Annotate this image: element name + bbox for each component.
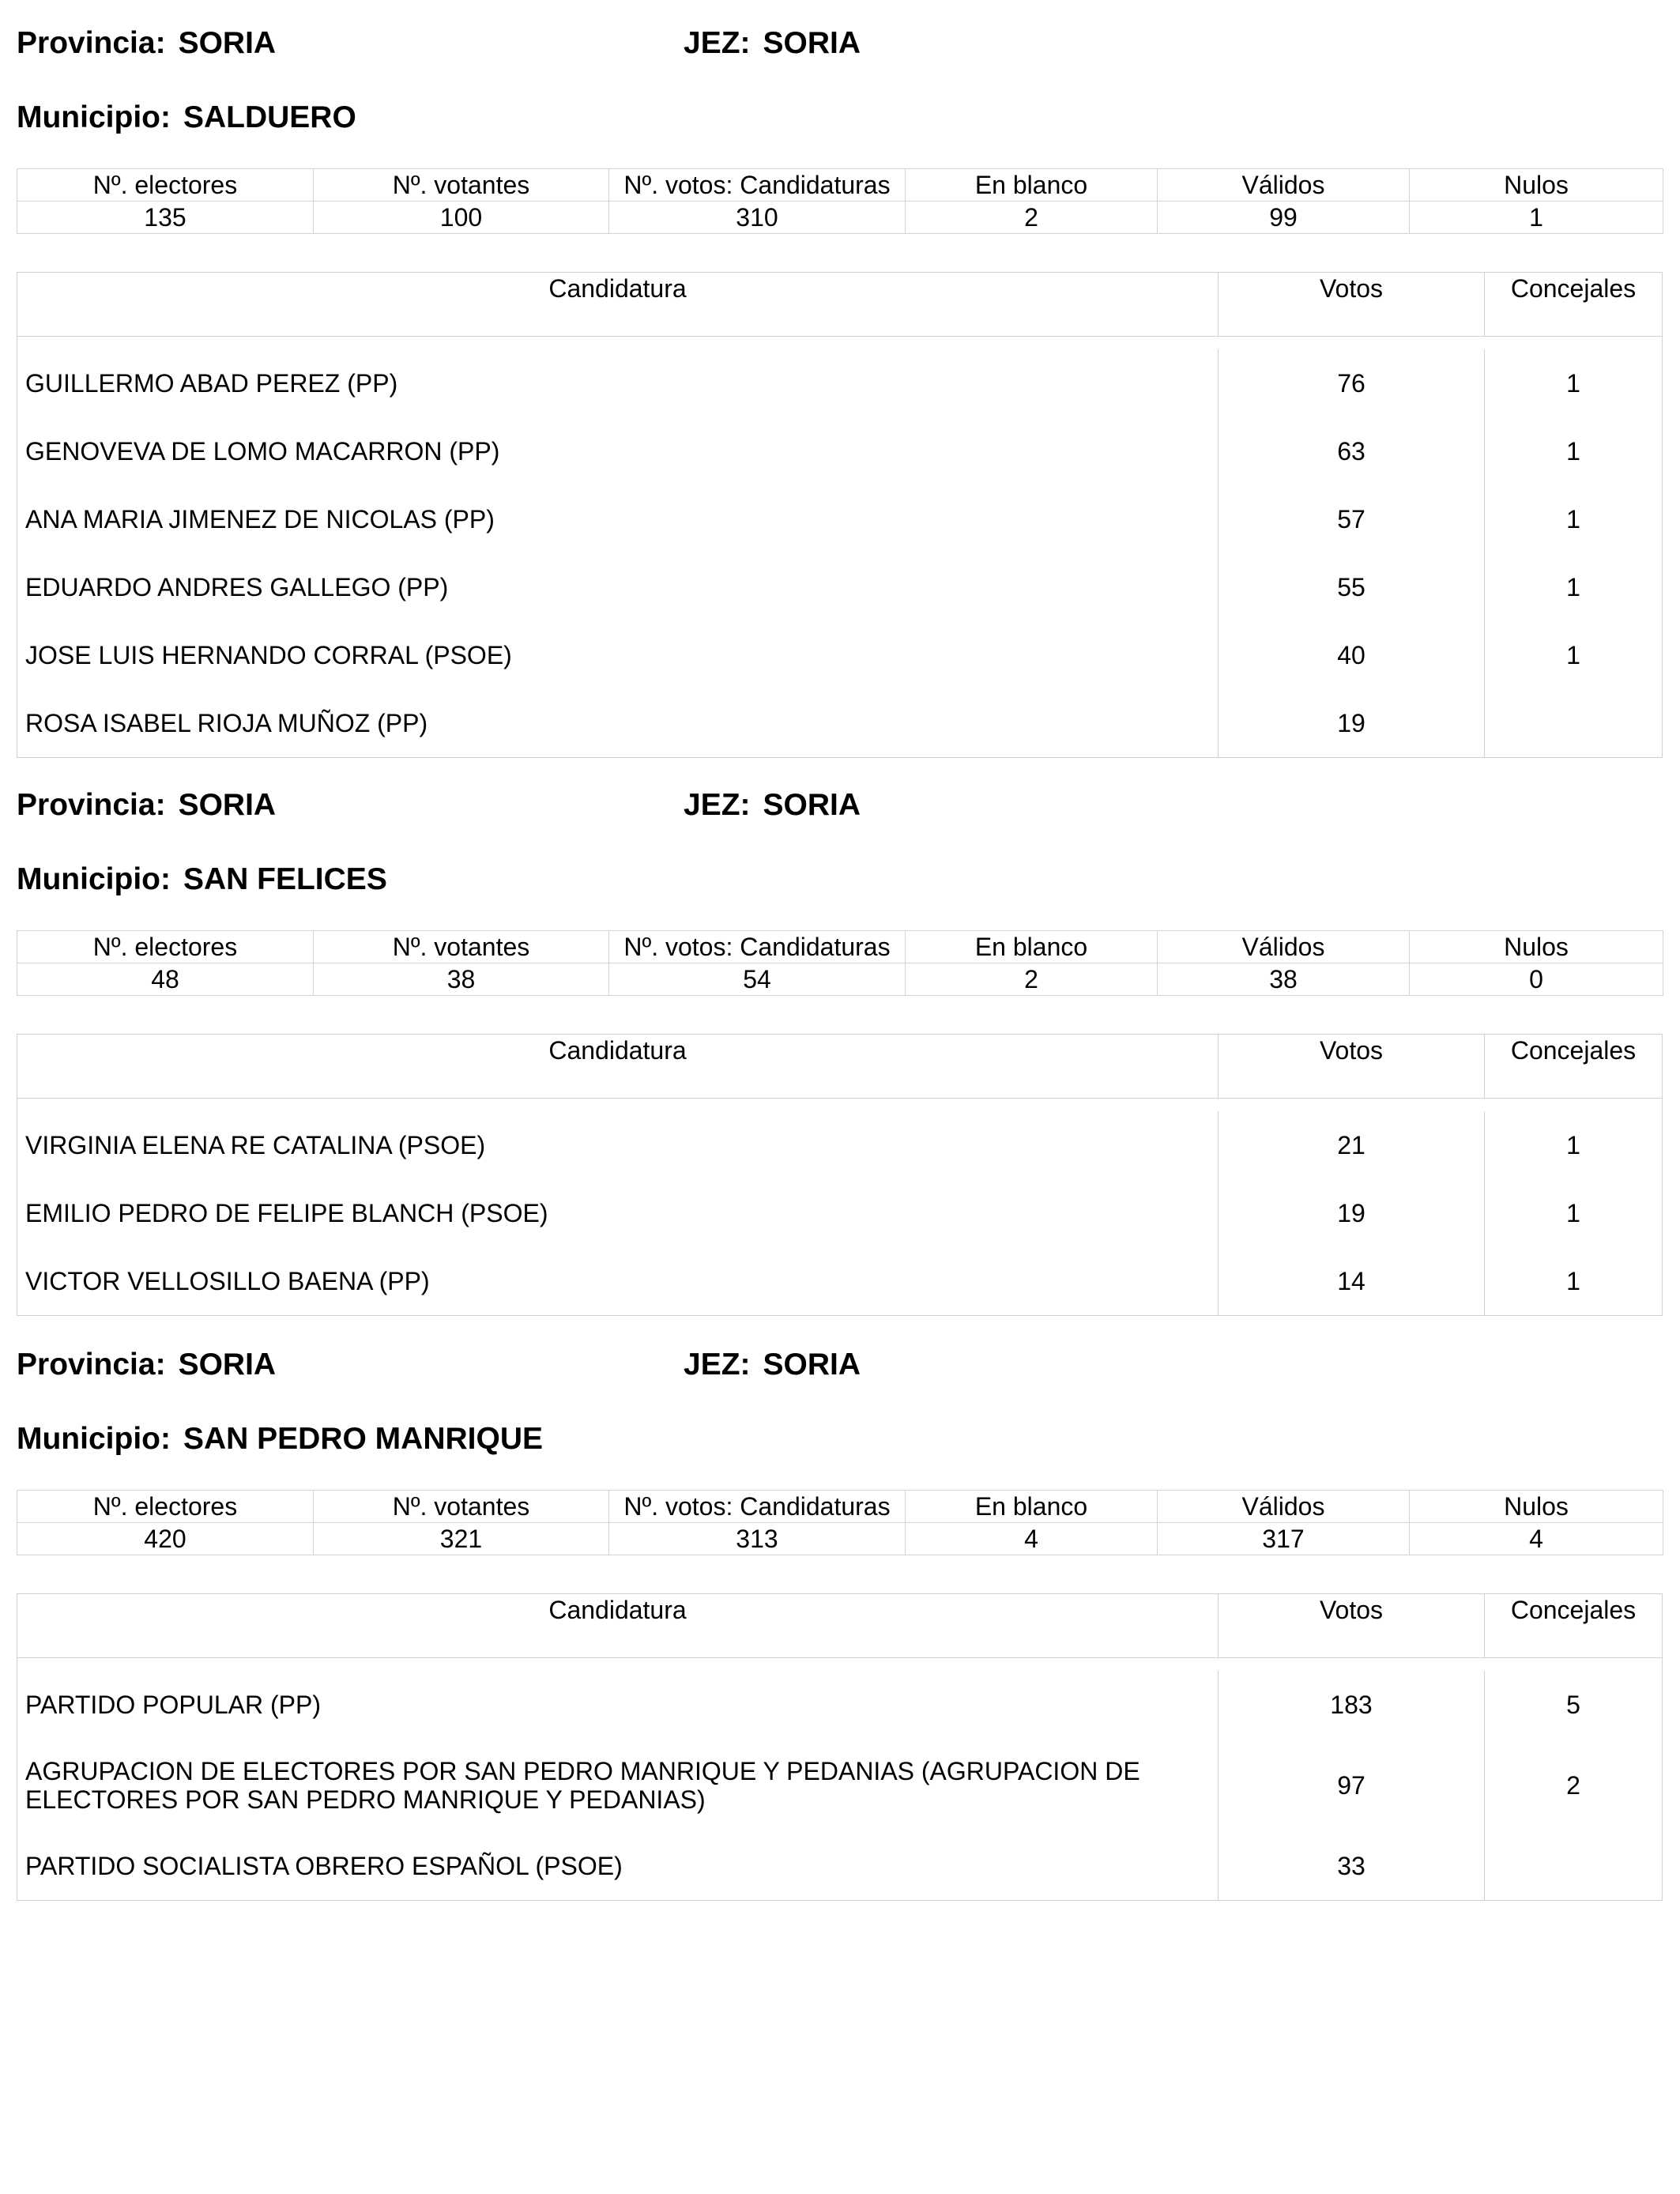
summary-header-en-blanco: En blanco — [906, 169, 1158, 202]
jez-value: SORIA — [763, 1348, 861, 1382]
candidate-row — [17, 1247, 1662, 1315]
summary-votos-candidaturas: 313 — [609, 1523, 906, 1555]
summary-electores: 135 — [17, 202, 314, 234]
provincia-heading: Provincia: SORIA — [17, 788, 277, 822]
candidate-name: VIRGINIA ELENA RE CATALINA (PSOE) — [17, 1111, 1219, 1179]
summary-value-row — [17, 202, 1663, 234]
summary-nulos: 4 — [1410, 1523, 1663, 1555]
candidates-table — [17, 1034, 1663, 1316]
candidate-votos: 57 — [1219, 485, 1485, 553]
candidate-votos: 97 — [1219, 1739, 1485, 1832]
candidate-row — [17, 349, 1662, 417]
candidate-concejales — [1485, 1832, 1662, 1900]
header-votos: Votos — [1219, 1035, 1485, 1098]
summary-electores: 48 — [17, 963, 314, 996]
jez-heading: JEZ: SORIA — [684, 26, 861, 60]
jez-value: SORIA — [763, 26, 861, 60]
summary-votos-candidaturas: 54 — [609, 963, 906, 996]
summary-nulos: 0 — [1410, 963, 1663, 996]
candidate-row — [17, 1111, 1662, 1179]
candidate-concejales: 2 — [1566, 1771, 1580, 1800]
candidate-votos: 55 — [1219, 553, 1485, 621]
candidate-name: AGRUPACION DE ELECTORES POR SAN PEDRO MANRIQUE Y PEDANIAS (AGRUPACION DE ELECTORES POR SAN PEDRO MANRIQUE Y PEDANIAS) — [17, 1739, 1219, 1832]
summary-header-votantes: Nº. votantes — [314, 931, 609, 963]
summary-electores: 420 — [17, 1523, 314, 1555]
candidate-votos: 40 — [1219, 621, 1485, 689]
candidate-votos: 33 — [1219, 1832, 1485, 1900]
summary-table — [17, 930, 1663, 996]
summary-header-nulos: Nulos — [1410, 1491, 1663, 1523]
summary-validos: 317 — [1158, 1523, 1410, 1555]
header-votos: Votos — [1219, 1594, 1485, 1657]
candidate-row — [17, 485, 1662, 553]
candidate-row — [17, 417, 1662, 485]
header-candidatura: Candidatura — [17, 1035, 1219, 1098]
summary-header-validos: Válidos — [1158, 1491, 1410, 1523]
summary-header-nulos: Nulos — [1410, 169, 1663, 202]
candidate-concejales: 1 — [1566, 369, 1580, 398]
candidate-name: ANA MARIA JIMENEZ DE NICOLAS (PP) — [17, 485, 1219, 553]
municipio-heading: Municipio: SAN PEDRO MANRIQUE — [17, 1422, 544, 1456]
jez-heading: JEZ: SORIA — [684, 788, 861, 822]
candidate-votos: 19 — [1219, 1179, 1485, 1247]
summary-value-row — [17, 963, 1663, 996]
candidate-name: GUILLERMO ABAD PEREZ (PP) — [17, 349, 1219, 417]
candidate-name: JOSE LUIS HERNANDO CORRAL (PSOE) — [17, 621, 1219, 689]
summary-header-en-blanco: En blanco — [906, 931, 1158, 963]
candidate-votos: 19 — [1219, 689, 1485, 757]
candidate-concejales: 1 — [1566, 573, 1580, 601]
candidate-concejales: 1 — [1566, 1267, 1580, 1295]
candidate-concejales: 1 — [1566, 1131, 1580, 1159]
summary-nulos: 1 — [1410, 202, 1663, 234]
candidate-concejales — [1485, 689, 1662, 757]
summary-header-votos-candidaturas: Nº. votos: Candidaturas — [609, 1491, 906, 1523]
candidate-row — [17, 1832, 1662, 1900]
candidates-header-row — [17, 1035, 1662, 1099]
candidate-name: EDUARDO ANDRES GALLEGO (PP) — [17, 553, 1219, 621]
municipio-heading: Municipio: SALDUERO — [17, 100, 356, 134]
candidate-concejales: 1 — [1566, 437, 1580, 466]
summary-header-votos-candidaturas: Nº. votos: Candidaturas — [609, 931, 906, 963]
summary-votantes: 38 — [314, 963, 609, 996]
candidate-name: GENOVEVA DE LOMO MACARRON (PP) — [17, 417, 1219, 485]
summary-header-row — [17, 931, 1663, 963]
candidate-row — [17, 1739, 1662, 1832]
municipio-heading: Municipio: SAN FELICES — [17, 862, 387, 896]
header-candidatura: Candidatura — [17, 1594, 1219, 1657]
summary-header-row — [17, 169, 1663, 202]
candidate-votos: 63 — [1219, 417, 1485, 485]
summary-votos-candidaturas: 310 — [609, 202, 906, 234]
candidate-row — [17, 621, 1662, 689]
summary-votantes: 100 — [314, 202, 609, 234]
provincia-heading: Provincia: SORIA — [17, 1348, 277, 1382]
summary-value-row — [17, 1523, 1663, 1555]
summary-votantes: 321 — [314, 1523, 609, 1555]
candidate-row — [17, 1671, 1662, 1739]
provincia-heading: Provincia: SORIA — [17, 26, 277, 60]
municipio-value: SALDUERO — [183, 100, 356, 134]
candidate-name: PARTIDO SOCIALISTA OBRERO ESPAÑOL (PSOE) — [17, 1832, 1219, 1900]
summary-table — [17, 1490, 1663, 1555]
candidates-header-row — [17, 273, 1662, 337]
summary-header-votos-candidaturas: Nº. votos: Candidaturas — [609, 169, 906, 202]
candidates-table — [17, 1593, 1663, 1901]
summary-header-validos: Válidos — [1158, 169, 1410, 202]
summary-header-row — [17, 1491, 1663, 1523]
summary-header-nulos: Nulos — [1410, 931, 1663, 963]
header-concejales: Concejales — [1510, 1036, 1637, 1065]
candidate-name: EMILIO PEDRO DE FELIPE BLANCH (PSOE) — [17, 1179, 1219, 1247]
candidate-row — [17, 553, 1662, 621]
candidate-votos: 76 — [1219, 349, 1485, 417]
summary-validos: 38 — [1158, 963, 1410, 996]
candidate-name: PARTIDO POPULAR (PP) — [17, 1671, 1219, 1739]
header-concejales: Concejales — [1510, 274, 1637, 303]
summary-header-votantes: Nº. votantes — [314, 169, 609, 202]
summary-validos: 99 — [1158, 202, 1410, 234]
candidate-votos: 21 — [1219, 1111, 1485, 1179]
candidate-name: ROSA ISABEL RIOJA MUÑOZ (PP) — [17, 689, 1219, 757]
provincia-value: SORIA — [178, 1348, 277, 1382]
jez-value: SORIA — [763, 788, 861, 822]
candidate-votos: 183 — [1219, 1671, 1485, 1739]
header-concejales: Concejales — [1510, 1596, 1637, 1624]
candidate-concejales: 1 — [1566, 505, 1580, 533]
candidate-name: VICTOR VELLOSILLO BAENA (PP) — [17, 1247, 1219, 1315]
candidates-table — [17, 272, 1663, 758]
municipio-value: SAN PEDRO MANRIQUE — [183, 1422, 544, 1456]
header-votos: Votos — [1219, 273, 1485, 336]
provincia-value: SORIA — [178, 788, 277, 822]
candidate-row — [17, 1179, 1662, 1247]
provincia-value: SORIA — [178, 26, 277, 60]
candidates-header-row — [17, 1594, 1662, 1658]
header-candidatura: Candidatura — [17, 273, 1219, 336]
summary-header-votantes: Nº. votantes — [314, 1491, 609, 1523]
candidate-votos: 14 — [1219, 1247, 1485, 1315]
jez-heading: JEZ: SORIA — [684, 1348, 861, 1382]
candidate-row — [17, 689, 1662, 757]
summary-header-en-blanco: En blanco — [906, 1491, 1158, 1523]
municipio-value: SAN FELICES — [183, 862, 387, 896]
summary-header-validos: Válidos — [1158, 931, 1410, 963]
summary-table — [17, 168, 1663, 234]
summary-en-blanco: 2 — [906, 202, 1158, 234]
summary-header-electores: Nº. electores — [17, 931, 314, 963]
candidate-concejales: 5 — [1566, 1691, 1580, 1719]
summary-en-blanco: 2 — [906, 963, 1158, 996]
summary-header-electores: Nº. electores — [17, 1491, 314, 1523]
candidate-concejales: 1 — [1566, 641, 1580, 669]
summary-en-blanco: 4 — [906, 1523, 1158, 1555]
summary-header-electores: Nº. electores — [17, 169, 314, 202]
candidate-concejales: 1 — [1566, 1199, 1580, 1227]
